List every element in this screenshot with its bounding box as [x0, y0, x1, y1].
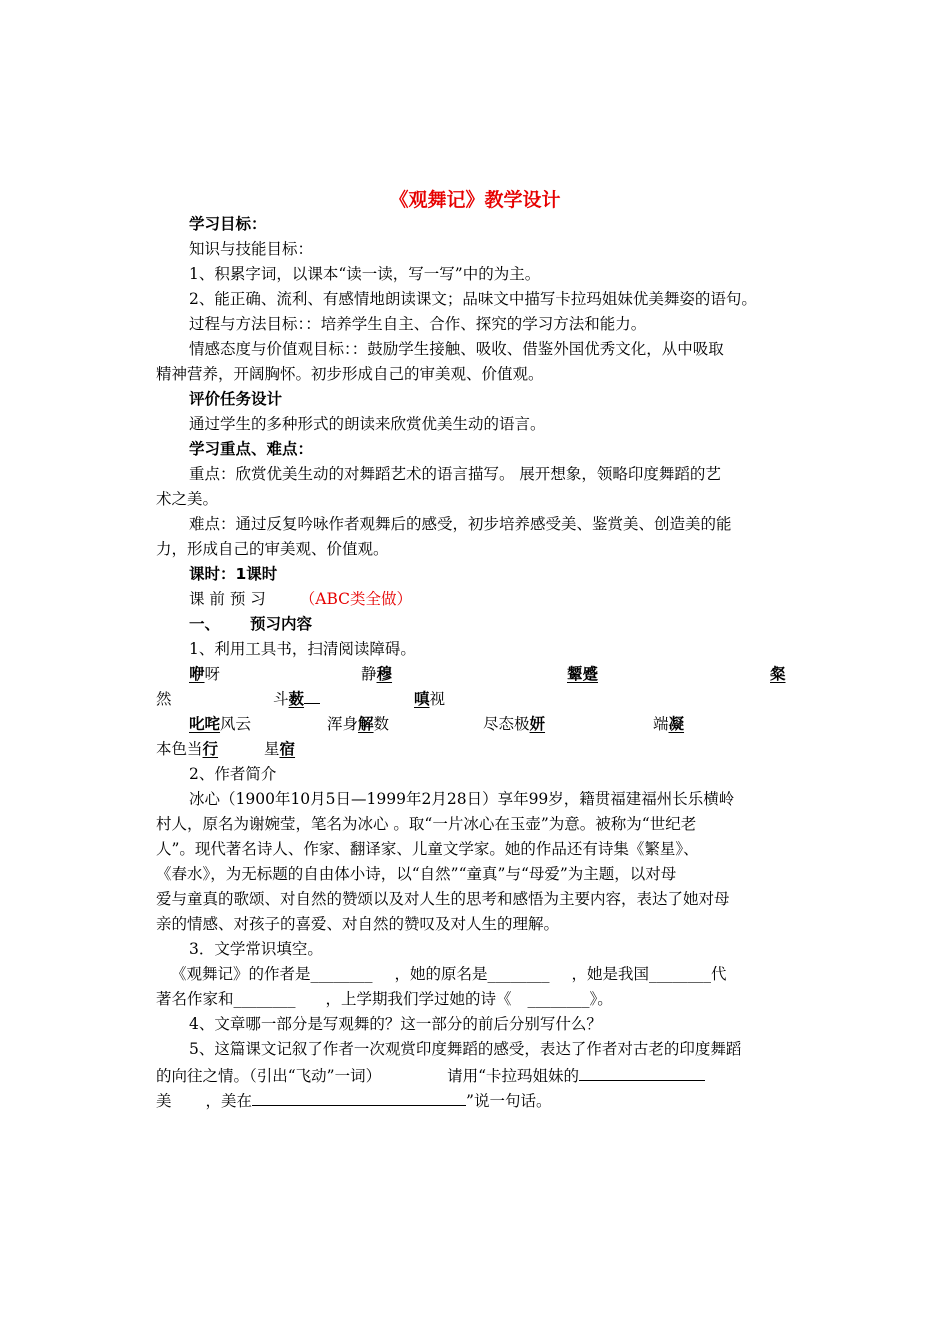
- vocab-char: 妍: [529, 714, 546, 733]
- vocab-word: [189, 664, 220, 684]
- vocab-char-pre: 尽态极: [483, 715, 530, 733]
- difficulty-line2: 力，形成自己的审美观、价值观。: [156, 540, 389, 558]
- vocab-word-continuation: 然: [156, 690, 172, 708]
- preview-note: （ABC类全做）: [299, 590, 413, 608]
- answer-blank[interactable]: [252, 1089, 466, 1106]
- vocab-char-pre: 浑身: [327, 715, 359, 733]
- heading-key-points: 学习重点、难点：: [189, 440, 314, 458]
- answer-blank[interactable]: ________: [487, 965, 550, 983]
- fill-text: ，上学期我们学过她的诗《: [325, 990, 512, 1008]
- vocab-char: 宿: [279, 739, 296, 758]
- author-bio-line4: 《春水》，为无标题的自由体小诗，以“自然”“童真”与“母爱”为主题，以对母: [156, 865, 677, 883]
- answer-blank[interactable]: ________: [310, 965, 373, 983]
- page-title: 《观舞记》教学设计: [389, 189, 561, 211]
- vocab-char-rest: 呀: [204, 665, 221, 683]
- preview-label: 课 前 预 习: [189, 590, 266, 608]
- vocab-word: [327, 714, 389, 734]
- question-5-line1: 5、这篇课文记叙了作者一次观赏印度舞蹈的感受，表达了作者对古老的印度舞蹈: [189, 1040, 742, 1058]
- answer-blank[interactable]: [579, 1064, 705, 1081]
- vocab-word: [567, 664, 598, 684]
- vocab-char-pre: 静: [361, 665, 377, 683]
- answer-blank[interactable]: ________: [527, 990, 590, 1008]
- question-text: 的向往之情。（引出“飞动”一词）: [156, 1067, 382, 1085]
- author-bio-line1: 冰心（1900年10月5日—1999年2月28日）享年99岁，籍贯福建福州长乐横岭: [189, 790, 735, 808]
- preview-item-1: 1、利用工具书，扫清阅读障碍。: [189, 640, 416, 658]
- section-title: 预习内容: [250, 615, 313, 633]
- question-text: ，美在: [205, 1092, 253, 1110]
- vocab-char-pre: 本色当: [156, 740, 203, 758]
- heading-evaluation: 评价任务设计: [189, 390, 283, 408]
- answer-blank[interactable]: ________: [233, 990, 296, 1008]
- vocab-word: [264, 739, 295, 759]
- vocab-char-pre: 端: [653, 715, 669, 733]
- heading-class-hours: 课时：1课时: [189, 565, 278, 583]
- emotion-goal-line2: 精神营养，开阔胸怀。初步形成自己的审美观、价值观。: [156, 365, 544, 383]
- emotion-goal-line1: 情感态度与价值观目标：：鼓励学生接触、吸收、借鉴外国优秀文化，从中吸取: [189, 340, 724, 358]
- vocab-word: [653, 714, 684, 734]
- author-intro-heading: 2、作者简介: [189, 765, 277, 783]
- fill-text: 《观舞记》的作者是: [171, 965, 311, 983]
- fill-text: 代: [711, 965, 727, 983]
- vocab-char: 穆: [376, 664, 393, 683]
- vocab-char: 解: [358, 714, 374, 733]
- key-point-line2: 术之美。: [156, 490, 219, 508]
- question-text: 请用“卡拉玛姐妹的: [447, 1067, 580, 1085]
- evaluation-text: 通过学生的多种形式的朗读来欣赏优美生动的语言。: [189, 415, 546, 433]
- vocab-char-rest: 数: [373, 715, 390, 733]
- knowledge-goal-label: 知识与技能目标：: [189, 240, 314, 258]
- author-bio-line3: 人”。现代著名诗人、作家、翻译家、儿童文学家。她的作品还有诗集《繁星》、: [156, 840, 699, 858]
- vocab-char: 颦蹙: [567, 664, 599, 683]
- fill-text: 》。: [589, 990, 613, 1008]
- fill-blank-line1: [171, 964, 727, 984]
- vocab-word: [189, 714, 251, 734]
- fill-text: ，她是我国: [571, 965, 650, 983]
- question-text: ”说一句话。: [466, 1092, 552, 1110]
- vocab-char-rest: 风云: [220, 715, 252, 733]
- vocab-word: [483, 714, 545, 734]
- process-goal: 过程与方法目标：：培养学生自主、合作、探究的学习方法和能力。: [189, 315, 647, 333]
- goal-item-2: 2、能正确、流利、有感情地朗读课文；品味文中描写卡拉玛姐妹优美舞姿的语句。: [189, 290, 757, 308]
- preview-heading: [189, 589, 412, 609]
- preview-section-heading: [189, 614, 312, 634]
- author-bio-line6: 亲的情感、对孩子的喜爱、对自然的赞叹及对人生的理解。: [156, 915, 560, 933]
- vocab-char-pre: 星: [264, 740, 280, 758]
- vocab-char-pre: 斗: [273, 690, 289, 708]
- vocab-word: [361, 664, 392, 684]
- vocab-char-rest: 视: [429, 690, 446, 708]
- vocab-char: 凝: [668, 714, 685, 733]
- vocab-char: 薮: [288, 689, 305, 708]
- answer-blank[interactable]: ________: [649, 965, 712, 983]
- goal-item-1: 1、积累字词，以课本“读一读，写一写”中的为主。: [189, 265, 541, 283]
- fill-blank-line2: [156, 989, 613, 1009]
- heading-learning-goals: 学习目标：: [189, 215, 267, 233]
- author-bio-line2: 村人，原名为谢婉莹，笔名为冰心 。取“一片冰心在玉壶”为意。被称为“世纪老: [156, 815, 697, 833]
- vocab-char: 咿: [189, 664, 205, 683]
- question-4: 4、文章哪一部分是写观舞的？这一部分的前后分别写什么？: [189, 1015, 602, 1033]
- question-5-line3: [156, 1089, 551, 1111]
- vocab-word: [156, 739, 218, 759]
- vocab-word: [414, 689, 445, 709]
- section-number: 一、: [189, 615, 221, 633]
- vocab-char: 粲: [770, 664, 786, 683]
- literature-fill-heading: 3．文学常识填空。: [189, 940, 323, 958]
- vocab-char: 嗔: [414, 689, 430, 708]
- vocab-char: 叱咤: [189, 714, 221, 733]
- vocab-char: 行: [202, 739, 219, 758]
- difficulty-line1: 难点：通过反复吟咏作者观舞后的感受，初步培养感受美、鉴赏美、创造美的能: [189, 515, 732, 533]
- question-5-line2: [156, 1064, 705, 1086]
- fill-text: ，她的原名是: [394, 965, 488, 983]
- vocab-word: [770, 664, 786, 684]
- question-text: 美: [156, 1092, 172, 1110]
- vocab-word: [273, 689, 320, 709]
- fill-text: 著名作家和: [156, 990, 234, 1008]
- key-point-line1: 重点：欣赏优美生动的对舞蹈艺术的语言描写。 展开想象，领略印度舞蹈的艺: [189, 465, 721, 483]
- author-bio-line5: 爱与童真的歌颂、对自然的赞颂以及对人生的思考和感悟为主要内容，表达了她对母: [156, 890, 730, 908]
